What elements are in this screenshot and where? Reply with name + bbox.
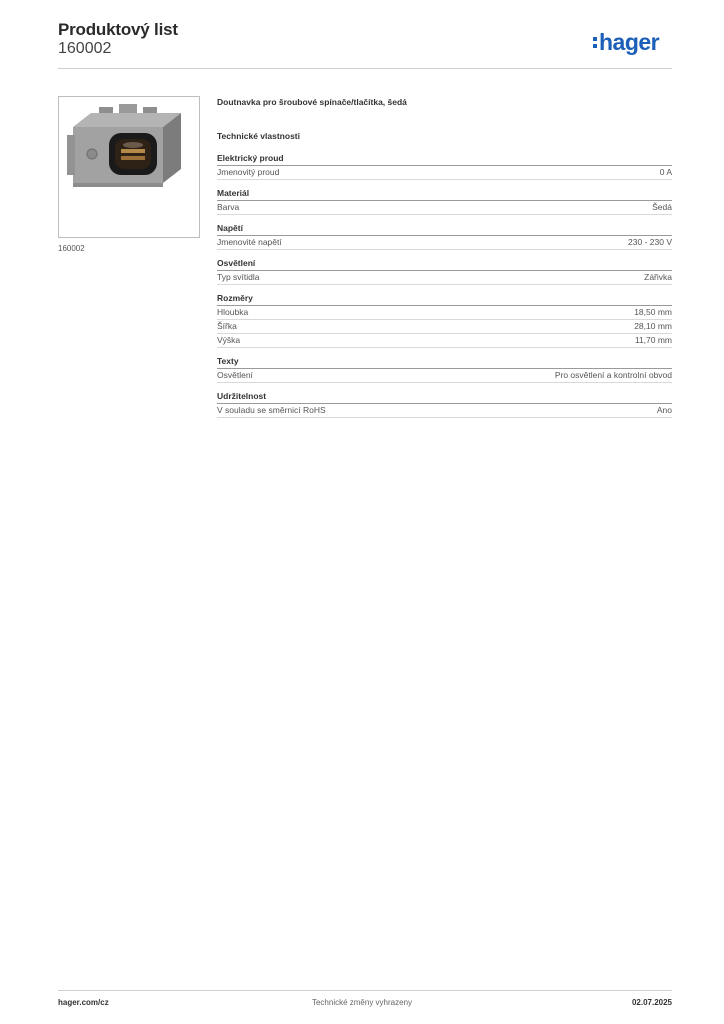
- logo-dots-icon: [593, 37, 597, 48]
- spec-group-title: Elektrický proud: [217, 152, 672, 166]
- hager-logo: [593, 29, 659, 56]
- spec-group-title: Texty: [217, 355, 672, 369]
- spec-value: 28,10 mm: [634, 321, 672, 331]
- indicator-lamp-image: [59, 97, 199, 237]
- spec-group-title: Udržitelnost: [217, 390, 672, 404]
- footer-notice: Technické změny vyhrazeny: [311, 998, 413, 1007]
- spec-value: Pro osvětlení a kontrolní obvod: [554, 370, 672, 380]
- spec-group: [217, 222, 672, 250]
- document-title: Produktový list: [58, 20, 178, 39]
- spec-value: Zářivka: [644, 272, 672, 282]
- spec-label: Typ svítidla: [217, 272, 260, 282]
- spec-row: [217, 369, 672, 383]
- spec-label: Hloubka: [217, 307, 249, 317]
- spec-row: [217, 334, 672, 348]
- footer-website-link[interactable]: hager.com/cz: [58, 998, 109, 1007]
- spec-value: 11,70 mm: [634, 335, 672, 345]
- spec-value: 0 A: [659, 167, 672, 177]
- spec-label: Šířka: [217, 321, 237, 331]
- spec-group-title: Osvětlení: [217, 257, 672, 271]
- footer-date: 02.07.2025: [631, 998, 672, 1007]
- product-number: 160002: [58, 40, 112, 57]
- spec-row: [217, 201, 672, 215]
- spec-group: [217, 355, 672, 383]
- spec-value: Šedá: [652, 202, 672, 212]
- spec-group: [217, 152, 672, 180]
- spec-label: Výška: [217, 335, 241, 345]
- header-divider: [58, 68, 672, 69]
- spec-row: [217, 236, 672, 250]
- spec-row: [217, 166, 672, 180]
- product-description: Doutnavka pro šroubové spínače/tlačítka, šedá: [217, 97, 407, 107]
- spec-label: Osvětlení: [217, 370, 253, 380]
- spec-label: Barva: [217, 202, 240, 212]
- spec-value: 18,50 mm: [634, 307, 672, 317]
- spec-group: [217, 292, 672, 348]
- spec-row: [217, 306, 672, 320]
- spec-groups: [217, 152, 672, 418]
- product-image: [58, 96, 200, 238]
- spec-label: Jmenovitý proud: [217, 167, 280, 177]
- spec-label: V souladu se směrnicí RoHS: [217, 405, 326, 415]
- spec-row: [217, 320, 672, 334]
- spec-row: [217, 404, 672, 418]
- spec-label: Jmenovité napětí: [217, 237, 282, 247]
- image-caption: 160002: [58, 244, 85, 253]
- spec-row: [217, 271, 672, 285]
- footer-divider: [58, 990, 672, 991]
- product-details: [217, 96, 672, 425]
- spec-group-title: Napětí: [217, 222, 672, 236]
- technical-properties-heading: Technické vlastnosti: [217, 131, 300, 141]
- spec-group: [217, 390, 672, 418]
- spec-group: [217, 257, 672, 285]
- spec-group-title: Rozměry: [217, 292, 672, 306]
- logo-text: hager: [599, 29, 660, 55]
- spec-value: Ano: [656, 405, 672, 415]
- spec-group-title: Materiál: [217, 187, 672, 201]
- spec-group: [217, 187, 672, 215]
- spec-value: 230 - 230 V: [628, 237, 672, 247]
